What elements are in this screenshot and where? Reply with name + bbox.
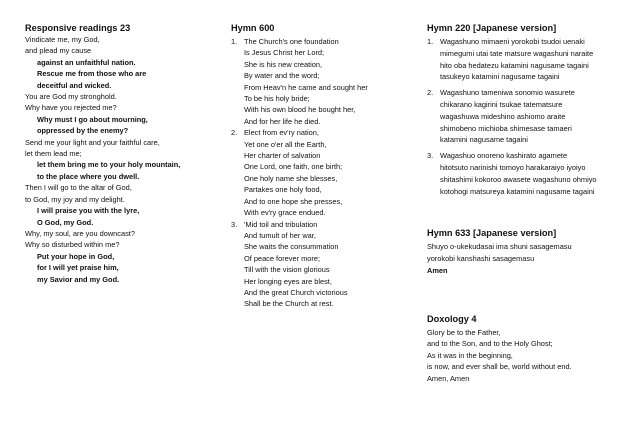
verse-line: Partakes one holy food, xyxy=(244,185,322,195)
verse-line: Is Jesus Christ her Lord; xyxy=(244,48,325,58)
reading-line: Why so disturbed within me? xyxy=(25,240,120,250)
verse-line: And tumult of her war, xyxy=(244,230,316,240)
verse-line: She is his new creation, xyxy=(244,59,323,69)
verse-number: 3. xyxy=(231,219,238,229)
response-line: against an unfaithful nation. xyxy=(37,57,136,67)
verse-line: Her longing eyes are blest, xyxy=(244,276,332,286)
reading-line: Vindicate me, my God, xyxy=(25,35,100,44)
responsive-reading-lines xyxy=(25,34,215,285)
reading-line: let them lead me; xyxy=(25,149,82,159)
hymn-633-title: Hymn 633 [Japanese version] xyxy=(427,228,557,238)
doxology-title: Doxology 4 xyxy=(427,314,477,324)
doxology-lines xyxy=(427,327,572,384)
verse-line: Wagashuno mimaeni yorokobi tsudoi uenaki xyxy=(440,37,585,46)
verse-line: tasukeyo katamini nagusame tagaini xyxy=(440,72,560,82)
verse-line: One holy name she blesses, xyxy=(244,173,338,183)
verse-line: She waits the consummation xyxy=(244,242,339,252)
responsive-reading-column xyxy=(25,22,215,285)
text-line: yorokobi kanshashi sasagemasu xyxy=(427,253,535,263)
verse-line: Wagashuno tameniwa sonomio wasurete xyxy=(440,88,575,98)
verse-number: 1. xyxy=(427,37,434,46)
text-line: and to the Son, and to the Holy Ghost; xyxy=(427,339,553,349)
hymn-verse xyxy=(427,87,627,146)
text-line: Amen, Amen xyxy=(427,373,470,383)
verse-lines xyxy=(440,87,627,146)
hymn-600-verses xyxy=(231,36,426,310)
response-line: Why must I go about mourning, xyxy=(37,114,148,124)
hymn-220-title: Hymn 220 [Japanese version] xyxy=(427,23,557,33)
hymn-600-title: Hymn 600 xyxy=(231,23,275,33)
reading-line: You are God my stronghold. xyxy=(25,92,117,102)
verse-line: With ev'ry grace endued. xyxy=(244,208,326,218)
reading-line: to God, my joy and my delight. xyxy=(25,194,125,204)
response-line: let them bring me to your holy mountain, xyxy=(37,160,181,170)
text-line: Glory be to the Father, xyxy=(427,328,501,337)
verse-line: Elect from ev'ry nation, xyxy=(244,128,319,138)
hymn-verse xyxy=(231,219,426,310)
verse-line: And for her life he died. xyxy=(244,116,321,126)
verse-number: 1. xyxy=(231,37,238,46)
verse-line: Till with the vision glorious xyxy=(244,265,330,275)
verse-line: hito oba hedatezu katamini nagusame tagaini xyxy=(440,60,589,70)
responsive-reading-title: Responsive readings 23 xyxy=(25,23,131,33)
verse-line: Wagashuo onoreno kashirato agamete xyxy=(440,151,568,161)
verse-line: shitashimi kokoroo awasete wagashuno ohmiyo xyxy=(440,174,597,184)
response-line: O God, my God. xyxy=(37,217,94,227)
verse-line: And the great Church victorious xyxy=(244,287,348,297)
hymn-verse xyxy=(231,127,426,218)
verse-line: hitotsuto narinishi tomoyo harakaraiyo iyoiyo xyxy=(440,162,586,172)
response-line: oppressed by the enemy? xyxy=(37,126,129,136)
verse-line: Shall be the Church at rest. xyxy=(244,299,334,309)
verse-lines xyxy=(440,150,627,197)
reading-line: Why, my soul, are you downcast? xyxy=(25,228,135,238)
reading-line: Why have you rejected me? xyxy=(25,103,117,113)
verse-number: 2. xyxy=(427,88,434,98)
verse-line: And to one hope she presses, xyxy=(244,196,343,206)
response-line: my Savior and my God. xyxy=(37,274,120,284)
text-line: Shuyo o-ukekudasai ima shuni sasagemasu xyxy=(427,242,572,251)
verse-lines xyxy=(440,36,627,83)
hymn-633-amen: Amen xyxy=(427,265,448,275)
verse-line: katamini nagusame tagaini xyxy=(440,135,528,145)
text-line: is now, and ever shall be, world without end. xyxy=(427,362,572,372)
verse-number: 2. xyxy=(231,128,238,138)
response-line: to the place where you dwell. xyxy=(37,171,140,181)
hymn-220-block xyxy=(427,22,627,197)
response-line: Put your hope in God, xyxy=(37,251,115,261)
verse-line: To be his holy bride; xyxy=(244,94,310,104)
verse-line: With his own blood he bought her, xyxy=(244,105,356,115)
hymn-verse xyxy=(427,36,627,83)
verse-line: Yet one o'er all the Earth, xyxy=(244,139,327,149)
verse-number: 3. xyxy=(427,151,434,161)
verse-line: Of peace forever more; xyxy=(244,253,320,263)
doxology-block xyxy=(427,313,572,384)
verse-line: From Heav'n he came and sought her xyxy=(244,82,368,92)
hymn-verse xyxy=(231,36,426,127)
verse-line: kotohogi matsureya katamini nagusame tagaini xyxy=(440,186,595,196)
verse-line: chikarano kagirini tsukae tatematsure xyxy=(440,99,563,109)
verse-line: mimegumi utai tate matsure wagashuni naraite xyxy=(440,48,594,58)
verse-line: 'Mid toil and tribulation xyxy=(244,219,318,229)
hymn-633-block xyxy=(427,227,572,276)
verse-line: By water and the word; xyxy=(244,71,320,81)
verse-line: One Lord, one faith, one birth; xyxy=(244,162,343,172)
text-line: As it was in the beginning, xyxy=(427,350,513,360)
response-line: deceitful and wicked. xyxy=(37,80,112,90)
hymn-verse xyxy=(427,150,627,197)
verse-line: Her charter of salvation xyxy=(244,151,321,161)
verse-line: wagashuwa mideshino ashiomo araite xyxy=(440,111,566,121)
reading-line: Send me your light and your faithful care, xyxy=(25,137,160,147)
hymn-633-lines xyxy=(427,241,572,265)
hymn-600-column xyxy=(231,22,426,310)
verse-line: The Church's one foundation xyxy=(244,37,339,46)
response-line: for I will yet praise him, xyxy=(37,263,119,273)
verse-line: shimobeno michioba shimesase tamaeri xyxy=(440,123,572,133)
response-line: I will praise you with the lyre, xyxy=(37,206,140,216)
reading-line: and plead my cause xyxy=(25,46,92,56)
verse-lines xyxy=(244,36,426,127)
hymn-220-verses xyxy=(427,36,627,197)
verse-lines xyxy=(244,219,426,310)
response-line: Rescue me from those who are xyxy=(37,69,147,79)
right-column xyxy=(427,22,627,383)
verse-lines xyxy=(244,127,426,218)
reading-line: Then I will go to the altar of God, xyxy=(25,183,132,193)
